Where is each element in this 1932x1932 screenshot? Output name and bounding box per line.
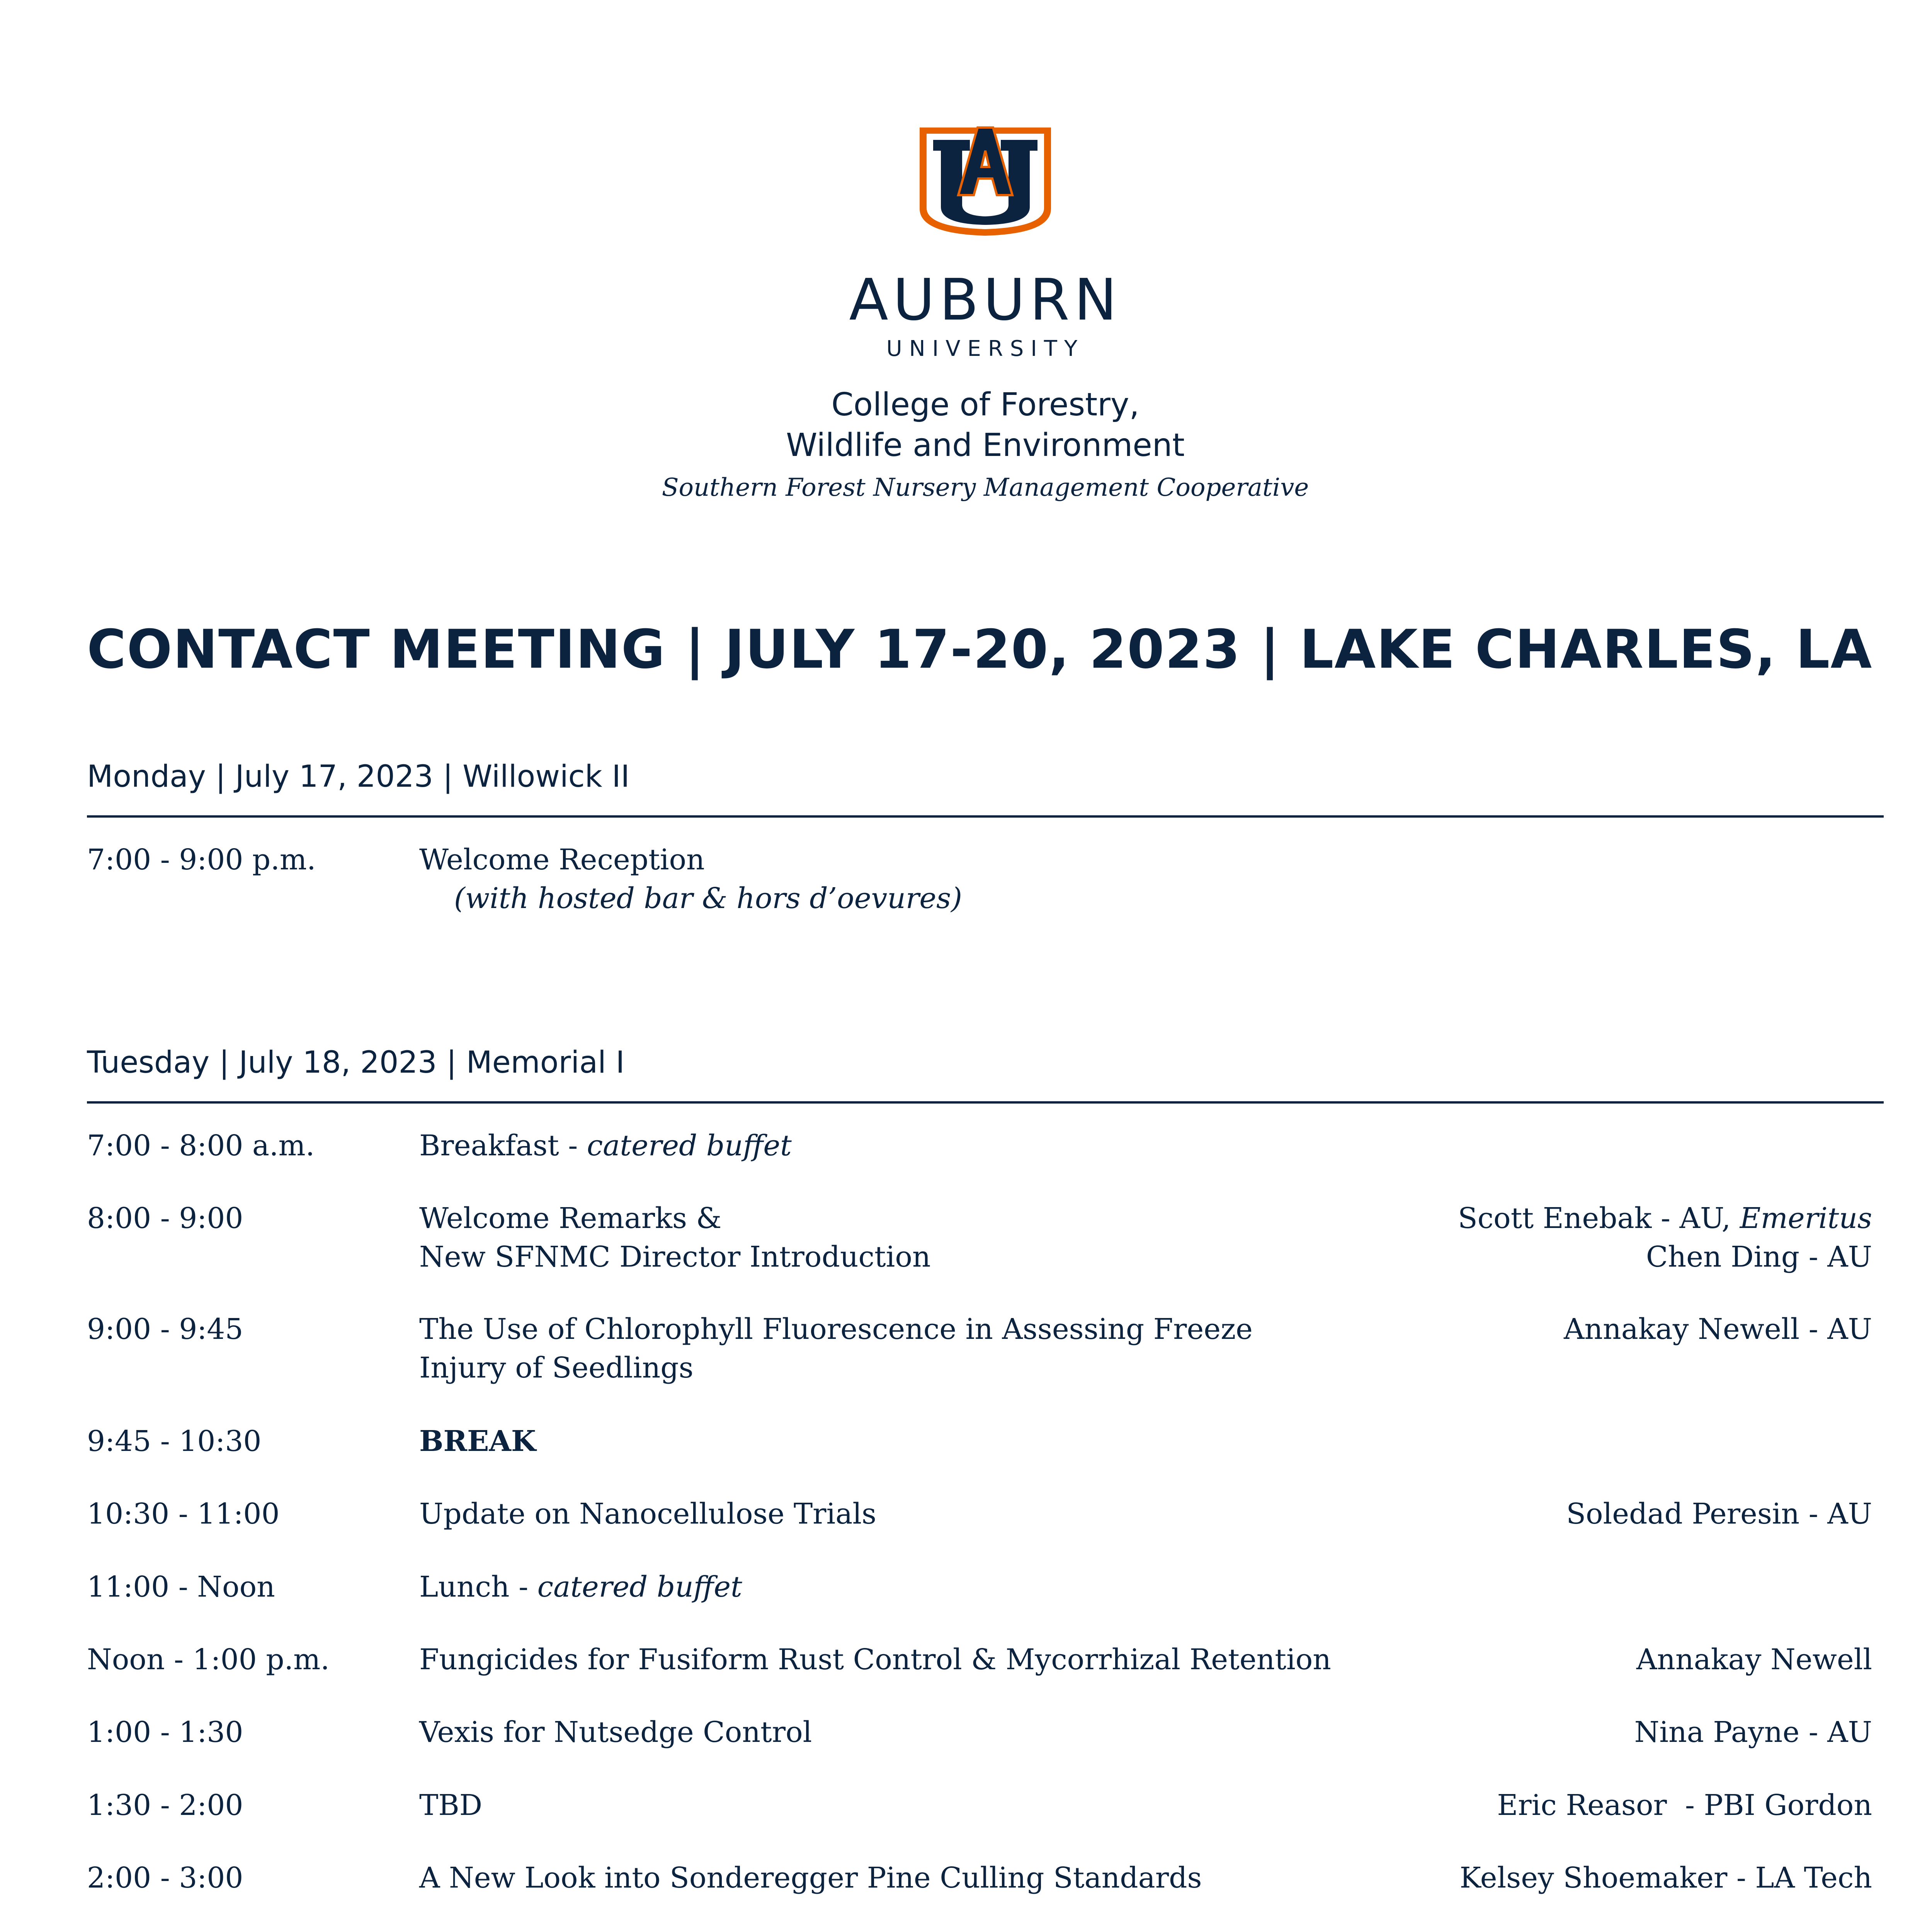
- agenda-event: [419, 1568, 742, 1606]
- agenda-speaker: Soledad Peresin - AU: [1566, 1497, 1872, 1531]
- agenda-speaker: Annakay Newell - AU: [1563, 1313, 1872, 1346]
- agenda-time: 9:00 - 9:45: [87, 1313, 243, 1346]
- college-name-line1: College of Forestry,: [831, 386, 1139, 423]
- agenda-time: 7:00 - 8:00 a.m.: [87, 1129, 315, 1162]
- agenda-speaker: Nina Payne - AU: [1634, 1716, 1872, 1749]
- college-name-line2: Wildlife and Environment: [786, 427, 1185, 464]
- agenda-time: 10:30 - 11:00: [87, 1497, 280, 1531]
- agenda-speaker: [1458, 1199, 1872, 1276]
- agenda-time: 2:00 - 3:00: [87, 1861, 243, 1895]
- agenda-time: 1:00 - 1:30: [87, 1716, 243, 1749]
- agenda-time: 8:00 - 9:00: [87, 1202, 243, 1235]
- agenda-time: 11:00 - Noon: [87, 1570, 275, 1604]
- agenda-time: Noon - 1:00 p.m.: [87, 1643, 330, 1676]
- agenda-event: Vexis for Nutsedge Control: [419, 1716, 812, 1749]
- speaker-name: Scott Enebak - AU,: [1458, 1202, 1740, 1235]
- agenda-time: 1:30 - 2:00: [87, 1789, 243, 1822]
- agenda-event: [419, 1310, 1253, 1387]
- agenda-event: [419, 1422, 536, 1461]
- agenda-speaker: Eric Reasor - PBI Gordon: [1497, 1789, 1872, 1822]
- agenda-time: 9:45 - 10:30: [87, 1425, 262, 1458]
- event-title-italic: catered buffet: [587, 1129, 792, 1162]
- university-wordmark: AUBURN: [849, 267, 1122, 333]
- agenda-event: [419, 1126, 792, 1165]
- meeting-title: CONTACT MEETING | JULY 17-20, 2023 | LAKE CHARLES, LA: [87, 618, 1873, 680]
- agenda-event: TBD: [419, 1789, 483, 1822]
- event-break: BREAK: [419, 1425, 536, 1458]
- agenda-event: Fungicides for Fusiform Rust Control & Mycorrhizal Retention: [419, 1643, 1331, 1676]
- agenda-event: A New Look into Sonderegger Pine Culling Standards: [419, 1861, 1202, 1895]
- divider: [87, 815, 1884, 818]
- speaker-name-line2: Chen Ding - AU: [1646, 1240, 1872, 1274]
- event-title: The Use of Chlorophyll Fluorescence in Assessing Freeze: [419, 1313, 1253, 1346]
- event-title-italic: catered buffet: [537, 1570, 742, 1604]
- day-header-tuesday: Tuesday | July 18, 2023 | Memorial I: [87, 1045, 625, 1080]
- event-title: Breakfast -: [419, 1129, 587, 1162]
- agenda-event: Update on Nanocellulose Trials: [419, 1497, 876, 1531]
- event-title: Lunch -: [419, 1570, 537, 1604]
- agenda-speaker: Kelsey Shoemaker - LA Tech: [1459, 1861, 1872, 1895]
- speaker-title-italic: Emeritus: [1740, 1202, 1872, 1235]
- event-title: Welcome Reception: [419, 843, 705, 876]
- agenda-time: 7:00 - 9:00 p.m.: [87, 843, 316, 876]
- agenda-event: [419, 1199, 931, 1276]
- cooperative-name: Southern Forest Nursery Management Cooperative: [662, 473, 1309, 502]
- agenda-speaker: Annakay Newell: [1636, 1643, 1872, 1676]
- university-subtitle: UNIVERSITY: [886, 336, 1085, 361]
- event-title-line2: New SFNMC Director Introduction: [419, 1240, 931, 1274]
- day-header-monday: Monday | July 17, 2023 | Willowick II: [87, 759, 630, 794]
- divider: [87, 1101, 1884, 1104]
- event-title-line2: Injury of Seedlings: [419, 1351, 694, 1384]
- event-title: Welcome Remarks &: [419, 1202, 722, 1235]
- event-note: (with hosted bar & hors d’oevures): [454, 882, 962, 915]
- auburn-au-logo: [912, 112, 1059, 240]
- agenda-event: [419, 840, 962, 918]
